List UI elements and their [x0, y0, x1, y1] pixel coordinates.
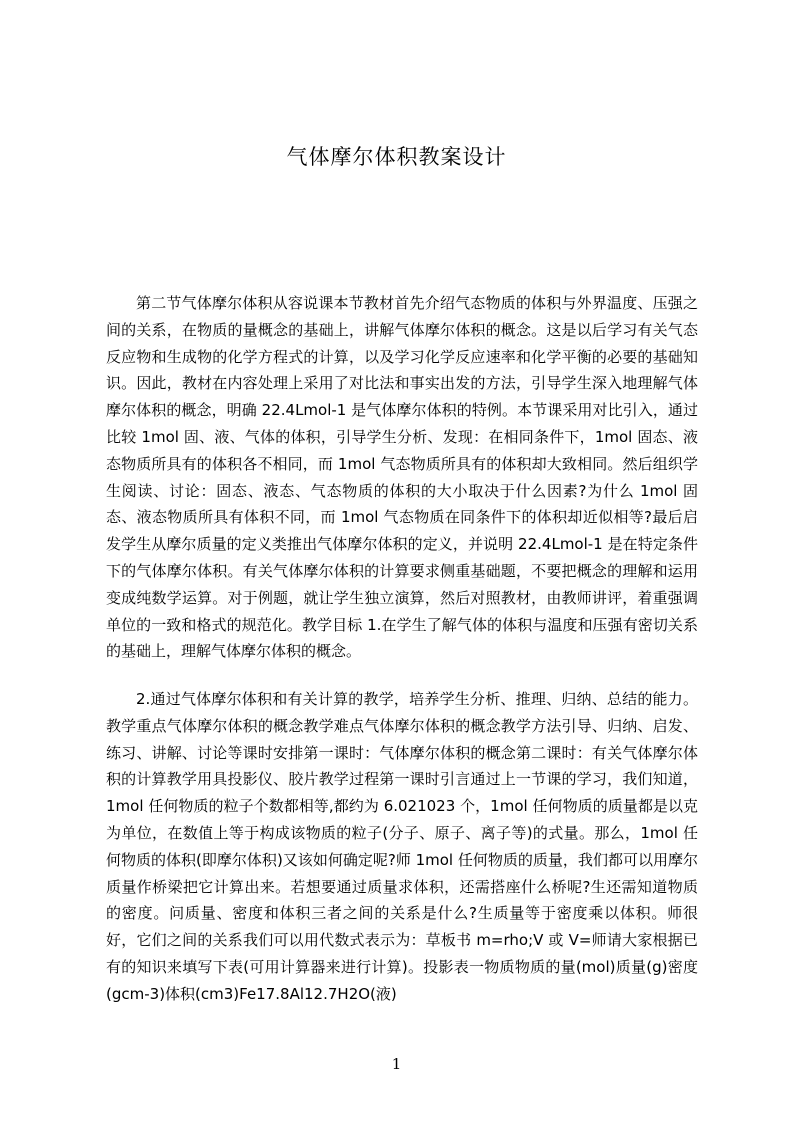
paragraph-1: 第二节气体摩尔体积从容说课本节教材首先介绍气态物质的体积与外界温度、压强之间的关系，在物质的量概念的基础上，讲解气体摩尔体积的概念。这是以后学习有关气态反应物和生成物的化学方程式的计算，以及学习化学反应速率和化学平衡的必要的基础知识。因此，教材在内容处理上采用了对比法和事实出发的方法，引导学生深入地理解气体摩尔体积的概念，明确 22.4Lmol-1 是气体摩尔体积的特例。本节课采用对比引入，通过比较 1mol 固、液、气体的体积，引导学生分析、发现：在相同条件下，1mol 固态、液态物质所具有的体积各不相同，而 1mol 气态物质所具有的体积却大致相同。然后组织学生阅读、讨论：固态、液态、气态物质的体积的大小取决于什么因素?为什么 1mol 固态、液态物质所具有体积不同，而 1mol 气态物质在同条件下的体积却近似相等?最后启发学生从摩尔质量的定义类推出气体摩尔体积的定义，并说明 22.4Lmol-1 是在特定条件下的气体摩尔体积。有关气体摩尔体积的计算要求侧重基础题，不要把概念的理解和运用变成纯数学运算。对于例题，就让学生独立演算，然后对照教材，由教师讲评，着重强调单位的一致和格式的规范化。教学目标 1.在学生了解气体的体积与温度和压强有密切关系的基础上，理解气体摩尔体积的概念。 [106, 294, 698, 661]
document-title: 气体摩尔体积教案设计 [286, 145, 507, 169]
page-number: 1 [391, 1055, 402, 1073]
paragraph-2: 2.通过气体摩尔体积和有关计算的教学，培养学生分析、推理、归纳、总结的能力。教学重点气体摩尔体积的概念教学难点气体摩尔体积的概念教学方法引导、归纳、启发、练习、讲解、讨论等课时安排第一课时：气体摩尔体积的概念第二课时：有关气体摩尔体积的计算教学用具投影仪、胶片教学过程第一课时引言通过上一节课的学习，我们知道，1mol 任何物质的粒子个数都相等,都约为 6.021023 个，1mol 任何物质的质量都是以克为单位，在数值上等于构成该物质的粒子(分子、原子、离子等)的式量。那么，1mol 任何物质的体积(即摩尔体积)又该如何确定呢?师 1mol 任何物质的质量，我们都可以用摩尔质量作桥梁把它计算出来。若想要通过质量求体积，还需搭座什么桥呢?生还需知道物质的密度。问质量、密度和体积三者之间的关系是什么?生质量等于密度乘以体积。师很好，它们之间的关系我们可以用代数式表示为：草板书 m=rho;V 或 V=师请大家根据已有的知识来填写下表(可用计算器来进行计算)。投影表一物质物质的量(mol)质量(g)密度(gcm-3)体积(cm3)Fe17.8Al12.7H2O(液) [106, 690, 698, 1003]
